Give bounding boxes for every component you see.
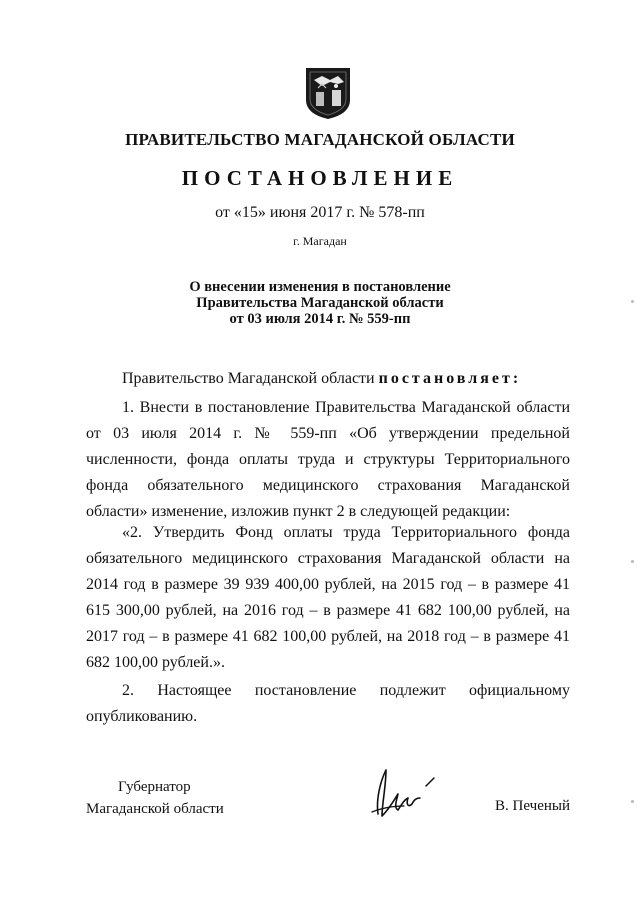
handwritten-signature [368,764,440,822]
subject-line-2: Правительства Магаданской области [196,295,444,311]
subject-line-1: О внесении изменения в постановление [189,279,451,295]
paragraph-1: 1. Внести в постановление Правительства Магаданской области от 03 июля 2014 г. № 559-пп «Об утверждении предельной численности, фонда оплаты труда и структуры Территориального фонда обязательного медицинского страхования Магаданской области» изменение, изложив пункт 2 в следующей редакции: [86,399,570,520]
signatory-name: В. Печеный [495,798,570,814]
signatory-position-line-2: Магаданской области [86,801,224,817]
document-subject [0,279,640,327]
intro-line [86,370,606,388]
signatory-position-line-1: Губернатор [118,779,191,795]
document-city: г. Магадан [293,234,347,248]
scan-dot [631,300,634,303]
subject-line-3: от 03 июля 2014 г. № 559-пп [229,311,411,327]
organization-title: ПРАВИТЕЛЬСТВО МАГАДАНСКОЙ ОБЛАСТИ [125,130,515,149]
signatory-position [86,776,224,820]
coat-of-arms-icon [304,66,352,120]
paragraph-quoted-item-2: «2. Утвердить Фонд оплаты труда Территориального фонда обязательного медицинского страхования Магаданской области на 2014 год в размере 39 939 400,00 рублей, на 2015 год – в размере 41 615 300,00 рублей, на 2016 год – в размере 41 682 100,00 рублей, на 2017 год – в размере 41 682 100,00 рублей, на 2018 год – в размере 41 682 100,00 рублей.». [86,524,570,671]
paragraph-2: 2. Настоящее постановление подлежит официальному опубликованию. [86,682,570,725]
document-type: ПОСТАНОВЛЕНИЕ [181,166,459,190]
intro-resolution-word: постановляет: [378,370,522,387]
scan-dot [631,560,634,563]
document-date-number: от «15» июня 2017 г. № 578-пп [215,204,425,221]
intro-prefix: Правительство Магаданской области [122,370,375,387]
scan-dot [631,800,634,803]
